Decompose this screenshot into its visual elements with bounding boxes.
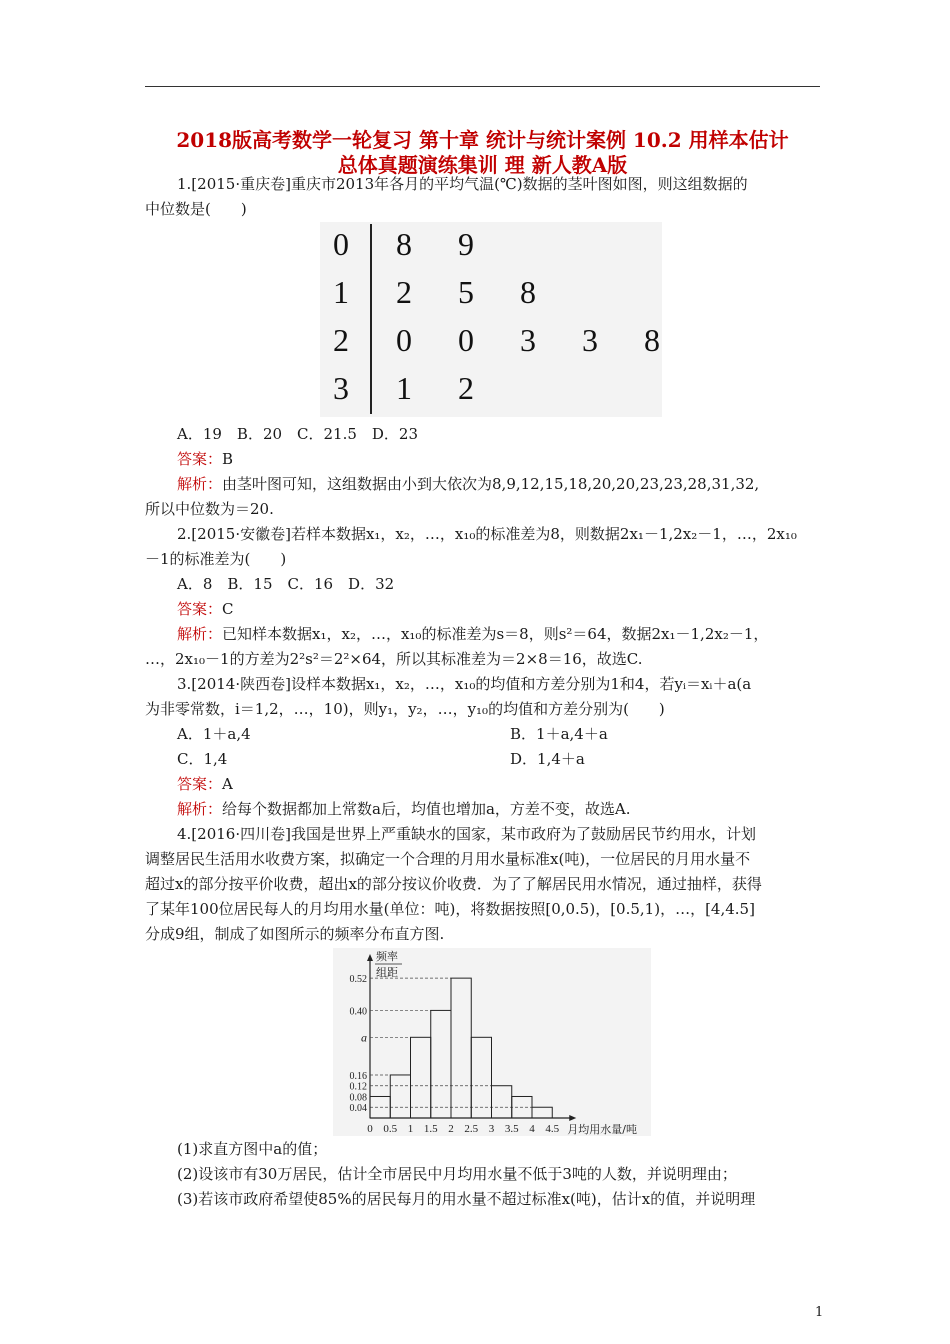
histogram-bar	[471, 1037, 491, 1118]
x-tick-label: 3.5	[504, 1123, 519, 1135]
explanation-label: 解析：	[177, 475, 223, 493]
answer-label: 答案：	[177, 600, 223, 618]
q1-explanation-1	[177, 473, 759, 494]
answer-label: 答案：	[177, 450, 223, 468]
y-tick-label: 0.40	[349, 1006, 367, 1018]
stem-value: 0	[333, 226, 349, 262]
leaf-value: 1	[396, 370, 412, 406]
q3-option-b: B．1＋a,4＋a	[510, 725, 608, 743]
header-rule	[145, 86, 820, 87]
q3-option-d: D．1,4＋a	[510, 750, 585, 768]
histogram-bar	[492, 1086, 512, 1118]
histogram-bar	[390, 1075, 410, 1118]
q4-sub-1: (1)求直方图中a的值；	[177, 1140, 328, 1158]
frequency-histogram	[333, 948, 651, 1136]
answer-value: C	[222, 600, 234, 618]
y-tick-label: a	[361, 1030, 367, 1045]
q4-line-1: 4.[2016·四川卷]我国是世界上严重缺水的国家，某市政府为了鼓励居民节约用水，计划	[177, 825, 756, 843]
x-tick-label: 0.5	[383, 1123, 398, 1135]
stem-value: 3	[333, 370, 349, 406]
answer-value: A	[222, 775, 233, 793]
explanation-label: 解析：	[177, 800, 223, 818]
explanation-text: 给每个数据都加上常数a后，均值也增加a，方差不变，故选A.	[222, 800, 631, 818]
y-axis-label-bottom: 组距	[376, 966, 398, 979]
x-tick-label: 2	[448, 1123, 454, 1135]
page-number: 1	[815, 1305, 824, 1320]
stem-value: 1	[333, 274, 349, 310]
q2-line-2: －1的标准差为( )	[145, 550, 287, 568]
y-tick-label: 0.16	[349, 1070, 367, 1082]
doc-title-line-2: 总体真题演练集训 理 新人教A版	[337, 153, 628, 177]
explanation-label: 解析：	[177, 625, 223, 643]
answer-value: B	[222, 450, 234, 468]
stem-value: 2	[333, 322, 349, 358]
x-tick-label: 1.5	[423, 1123, 438, 1135]
q4-sub-2: (2)设该市有30万居民，估计全市居民中月均用水量不低于3吨的人数，并说明理由；	[177, 1165, 737, 1183]
q3-option-c: C．1,4	[177, 750, 228, 768]
leaf-value: 2	[458, 370, 474, 406]
y-tick-label: 0.52	[349, 974, 367, 986]
x-tick-label: 2.5	[464, 1123, 479, 1135]
q4-line-2: 调整居民生活用水收费方案，拟确定一个合理的月用水量标准x(吨)，一位居民的月用水量不	[145, 850, 751, 868]
q4-line-3: 超过x的部分按平价收费，超出x的部分按议价收费．为了了解居民用水情况，通过抽样，获得	[145, 875, 762, 893]
histogram-panel	[333, 948, 651, 1136]
explanation-text: 由茎叶图可知，这组数据由小到大依次为8,9,12,15,18,20,20,23,23,28,31,32,	[222, 475, 760, 493]
y-tick-label: 0.08	[349, 1092, 367, 1104]
q4-sub-3: (3)若该市政府希望使85%的居民每月的用水量不超过标准x(吨)，估计x的值，并说明理	[177, 1190, 756, 1208]
x-tick-label: 1	[407, 1123, 414, 1135]
q2-explanation-1	[177, 623, 768, 644]
doc-title-line-1: 2018版高考数学一轮复习 第十章 统计与统计案例 10.2 用样本估计	[176, 128, 789, 152]
q3-explanation	[177, 798, 631, 819]
x-tick-label: 3	[488, 1123, 495, 1135]
histogram-bar	[411, 1037, 431, 1118]
q1-explanation-2: 所以中位数为＝20.	[145, 500, 274, 518]
y-axis-label-top: 频率	[376, 950, 398, 963]
q1-line-1: 1.[2015·重庆卷]重庆市2013年各月的平均气温(℃)数据的茎叶图如图，则这组数据的	[177, 175, 748, 193]
leaf-value: 3	[520, 322, 536, 358]
leaf-value: 8	[520, 274, 536, 310]
leaf-value: 2	[396, 274, 412, 310]
histogram-bar	[451, 978, 471, 1118]
leaf-value: 8	[396, 226, 412, 262]
leaf-value: 0	[458, 322, 474, 358]
q1-line-2: 中位数是( )	[145, 200, 247, 218]
q3-line-2: 为非零常数，i＝1,2，…，10)，则y₁，y₂，…，y₁₀的均值和方差分别为( )	[145, 700, 665, 718]
q2-line-1: 2.[2015·安徽卷]若样本数据x₁，x₂，…，x₁₀的标准差为8，则数据2x₁－1,2x₂－1，…，2x₁₀	[177, 525, 797, 543]
q3-line-1: 3.[2014·陕西卷]设样本数据x₁，x₂，…，x₁₀的均值和方差分别为1和4，若yᵢ＝xᵢ＋a(a	[177, 675, 752, 693]
leaf-value: 3	[582, 322, 598, 358]
q4-line-5: 分成9组，制成了如图所示的频率分布直方图.	[145, 925, 445, 943]
q3-answer	[177, 773, 233, 794]
x-axis-label: 月均用水量/吨	[567, 1123, 637, 1136]
leaf-value: 0	[396, 322, 412, 358]
y-tick-label: 0.12	[349, 1081, 367, 1093]
x-tick-label: 4	[529, 1123, 535, 1135]
x-axis-arrow	[569, 1115, 576, 1121]
explanation-text: 已知样本数据x₁，x₂，…，x₁₀的标准差为s＝8，则s²＝64，数据2x₁－1,2x₂－1，	[222, 625, 769, 643]
q4-line-4: 了某年100位居民每人的月均用水量(单位：吨)，将数据按照[0,0.5)，[0.5,1)，…，[4,4.5]	[145, 900, 755, 918]
histogram-bar	[431, 1010, 451, 1118]
leaf-value: 8	[644, 322, 660, 358]
leaf-value: 5	[458, 274, 474, 310]
leaf-value: 9	[458, 226, 474, 262]
q1-options: A．19 B．20 C．21.5 D．23	[177, 425, 419, 443]
q1-answer	[177, 448, 233, 469]
q2-explanation-2: …，2x₁₀－1的方差为2²s²＝2²×64，所以其标准差为＝2×8＝16，故选C.	[145, 650, 643, 668]
histogram-bar	[532, 1107, 552, 1118]
stem-divider	[370, 224, 372, 414]
q3-option-a: A．1＋a,4	[177, 725, 251, 743]
q2-options: A．8 B．15 C．16 D．32	[177, 575, 395, 593]
y-tick-label: 0.04	[349, 1103, 367, 1115]
y-axis-arrow	[367, 954, 373, 961]
answer-label: 答案：	[177, 775, 223, 793]
q2-answer	[177, 598, 234, 619]
x-tick-label: 0	[367, 1123, 373, 1135]
x-tick-label: 4.5	[545, 1123, 560, 1135]
